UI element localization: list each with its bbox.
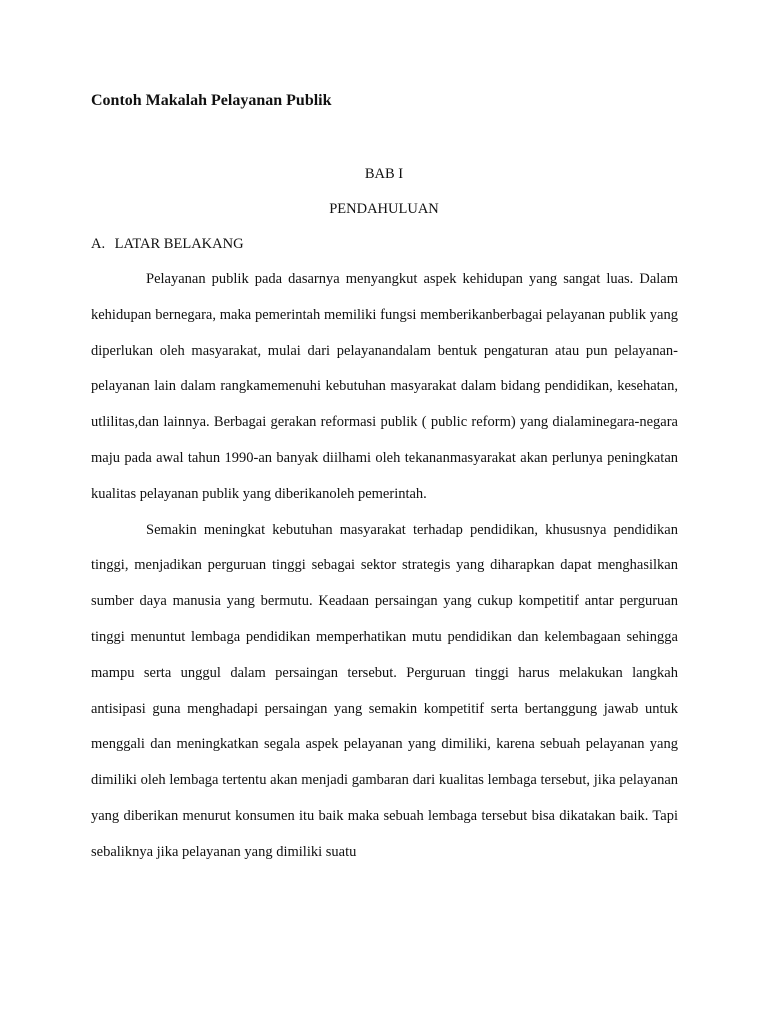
document-title: Contoh Makalah Pelayanan Publik: [91, 92, 332, 109]
section-number: A.: [91, 236, 106, 252]
body-text: [91, 262, 678, 871]
paragraph-1: Pelayanan publik pada dasarnya menyangkut aspek kehidupan yang sangat luas. Dalam kehidupan bernegara, maka pemerintah memiliki fungsi memberikanberbagai pelayanan publik yang diperlukan oleh masyarakat, mulai dari pelayanandalam bentuk pengaturan atau pun pelayanan-pelayanan lain dalam rangkamemenuhi kebutuhan masyarakat dalam bidang pendidikan, kesehatan, utlilitas,dan lainnya. Berbagai gerakan reformasi publik ( public reform) yang dialaminegara-negara maju pada awal tahun 1990-an banyak diilhami oleh tekananmasyarakat akan perlunya peningkatan kualitas pelayanan publik yang diberikanoleh pemerintah.: [91, 271, 678, 502]
section-heading: [91, 236, 244, 253]
chapter-title: PENDAHULUAN: [329, 201, 439, 217]
section-title: LATAR BELAKANG: [114, 236, 244, 252]
chapter-number: BAB I: [364, 166, 404, 182]
paragraph-2: Semakin meningkat kebutuhan masyarakat terhadap pendidikan, khususnya pendidikan tinggi, menjadikan perguruan tinggi sebagai sektor strategis yang diharapkan dapat menghasilkan sumber daya manusia yang bermutu. Keadaan persaingan yang cukup kompetitif antar perguruan tinggi menuntut lembaga pendidikan memperhatikan mutu pendidikan dan kelembagaan sehingga mampu serta unggul dalam persaingan tersebut. Perguruan tinggi harus melakukan langkah antisipasi guna menghadapi persaingan yang semakin kompetitif serta bertanggung jawab untuk menggali dan meningkatkan segala aspek pelayanan yang dimiliki, karena sebuah pelayanan yang dimiliki oleh lembaga tertentu akan menjadi gambaran dari kualitas lembaga tersebut, jika pelayanan yang diberikan menurut konsumen itu baik maka sebuah lembaga tersebut bisa dikatakan baik. Tapi sebaliknya jika pelayanan yang dimiliki suatu: [91, 521, 678, 860]
